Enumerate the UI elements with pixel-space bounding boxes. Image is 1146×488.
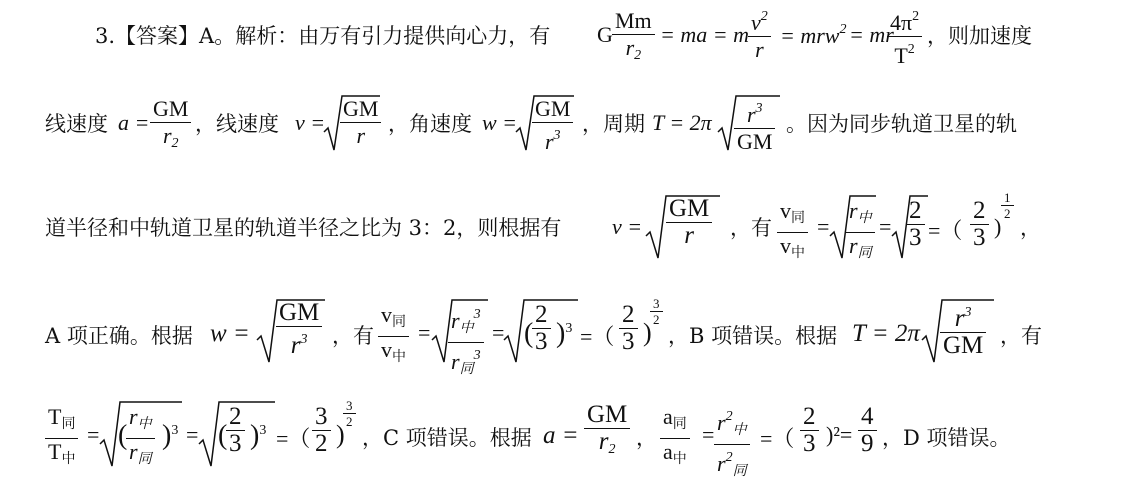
fraction-GM-over-r3	[532, 96, 573, 155]
equals-sign: =	[879, 214, 892, 239]
line-2-text-b: ，线速度	[195, 112, 279, 136]
line-1-text-tail: ，则加速度	[927, 24, 1032, 48]
exponent-three-halves	[650, 296, 663, 327]
fraction-numerator: GM	[150, 96, 191, 123]
fraction-denominator: $r_2$	[162, 123, 179, 151]
line-4-text-b: ，有	[332, 324, 374, 348]
fraction-GM-over-r2	[584, 402, 630, 463]
fraction-numerator: $r^3$	[734, 96, 775, 129]
fraction-3-over-2	[312, 404, 331, 457]
fraction-denominator: 3	[535, 328, 548, 355]
paren-close-squared-equals: )²=	[826, 422, 853, 447]
fraction-denominator: $v_中$	[780, 233, 805, 261]
fraction-denominator: $r_同^3$	[451, 348, 481, 377]
fraction-denominator: r	[755, 37, 764, 62]
equals-sign: =	[87, 422, 100, 447]
equals-paren-open: =（	[580, 324, 615, 349]
fraction-denominator: $r_2$	[625, 35, 642, 63]
fraction-r3-over-GM	[940, 300, 986, 359]
line-2-text-d: ，周期	[582, 112, 645, 136]
line-3-text-b: ，有	[730, 216, 772, 240]
fraction-denominator: 2	[346, 414, 353, 429]
fraction-denominator: $r^2_同$	[717, 450, 747, 479]
fraction-Mm-over-r2	[612, 8, 655, 69]
fraction-denominator: $v_中$	[381, 337, 406, 365]
equals-sign: =	[186, 422, 199, 447]
line-5-text-a: ，C 项错误。根据	[362, 426, 532, 450]
gravitation-constant: G	[597, 22, 613, 47]
fraction-numerator: $v_同$	[777, 198, 808, 233]
fraction-r2-mid-over-r2-sync	[714, 404, 750, 485]
fraction-denominator: 3	[622, 328, 635, 355]
period-lhs: T = 2π	[652, 110, 712, 135]
fraction-numerator: $r_中^3$	[448, 302, 484, 343]
fraction-denominator: $T^2$	[894, 42, 915, 68]
fraction-denominator: 2	[1004, 206, 1011, 221]
fraction-numerator: 2	[226, 404, 245, 431]
paren-open: (	[218, 420, 228, 451]
fraction-2-over-3	[800, 404, 819, 457]
fraction-2-over-3	[226, 404, 245, 457]
period-lhs: T = 2π	[852, 320, 920, 347]
fraction-numerator: $r_中$	[126, 404, 155, 439]
fraction-numerator: Mm	[612, 8, 655, 35]
fraction-denominator: 2	[653, 312, 660, 327]
exponent-one-half	[1001, 190, 1014, 221]
equation-centripetal-ma: = ma = m	[660, 22, 749, 47]
fraction-denominator: 9	[861, 430, 874, 457]
equals-paren-open: =（	[928, 218, 963, 243]
fraction-denominator: $r_同$	[849, 233, 872, 261]
fraction-numerator: 2	[970, 198, 989, 225]
fraction-v-sync-over-v-mid	[777, 198, 808, 267]
fraction-numerator: 1	[1001, 190, 1014, 206]
fraction-numerator: 2	[532, 302, 551, 329]
fraction-numerator: 3	[343, 398, 356, 414]
fraction-numerator: GM	[666, 196, 712, 223]
fraction-numerator: 3	[650, 296, 663, 312]
line-3-text-c: ，	[1020, 216, 1041, 240]
fraction-2-over-3	[532, 302, 551, 355]
equals-sign: =	[817, 214, 830, 239]
fraction-GM-over-r2	[150, 96, 191, 157]
fraction-GM-over-r	[666, 196, 712, 249]
fraction-denominator: 3	[229, 430, 242, 457]
equation-mr: = mr	[849, 22, 894, 47]
fraction-denominator: $r_2$	[598, 428, 616, 457]
line-4-text-c: ，B 项错误。根据	[668, 324, 838, 348]
fraction-numerator: 2	[906, 198, 925, 225]
fraction-denominator: r	[684, 222, 695, 249]
paren-close: )	[994, 214, 1002, 239]
fraction-numerator: GM	[340, 96, 381, 123]
paren-close-cubed: )$^3$	[250, 420, 267, 451]
fraction-numerator: 4	[858, 404, 877, 431]
paren-close-cubed: )$^3$	[162, 420, 179, 451]
fraction-numerator: $a_同$	[660, 404, 690, 439]
fraction-a-sync-over-a-mid	[660, 404, 690, 473]
line-2-text-e: 。因为同步轨道卫星的轨	[786, 112, 1017, 136]
fraction-r-mid-over-r-sync	[846, 198, 875, 267]
fraction-4pi2-over-T2	[887, 4, 922, 69]
fraction-numerator: $4\pi^2$	[887, 4, 922, 37]
line-4-text-a: A 项正确。根据	[45, 324, 193, 348]
equals-sign: =	[702, 422, 715, 447]
paren-close-cubed: )$^3$	[556, 318, 573, 349]
velocity-lhs: v =	[612, 214, 643, 239]
line-5-text-b: ，	[636, 426, 657, 450]
line-2-text-a: 线速度	[45, 112, 108, 136]
fraction-denominator: $r^3$	[544, 128, 561, 154]
fraction-GM-over-r	[340, 96, 381, 149]
fraction-numerator: 3	[312, 404, 331, 431]
exponent-three-halves	[343, 398, 356, 429]
fraction-T-sync-over-T-mid	[45, 404, 78, 473]
fraction-numerator: $T_同$	[45, 404, 78, 439]
fraction-numerator: 2	[619, 302, 638, 329]
line-3-text-a: 道半径和中轨道卫星的轨道半径之比为 3：2，则根据有	[45, 216, 562, 240]
fraction-numerator: $v^2$	[748, 4, 771, 37]
fraction-denominator: 3	[909, 224, 922, 251]
fraction-r3-mid-over-r3-sync	[448, 302, 484, 383]
fraction-numerator: GM	[532, 96, 573, 123]
fraction-numerator: GM	[276, 300, 322, 327]
paren-open: (	[524, 318, 534, 349]
line-4-text-d: ，有	[1000, 324, 1042, 348]
fraction-denominator: 3	[973, 224, 986, 251]
fraction-numerator: $r^2_中$	[714, 404, 750, 445]
fraction-denominator: $T_中$	[48, 439, 76, 467]
acceleration-lhs: a =	[543, 422, 579, 449]
paren-close: )	[336, 420, 345, 449]
fraction-numerator: $r_中$	[846, 198, 875, 233]
acceleration-lhs: a =	[118, 110, 150, 135]
fraction-GM-over-r3	[276, 300, 322, 359]
fraction-denominator: 3	[803, 430, 816, 457]
angular-velocity-lhs: w =	[482, 110, 518, 135]
equation-mrw2: = mrw$^2$	[780, 22, 847, 48]
fraction-r-mid-over-r-sync	[126, 404, 155, 473]
fraction-denominator: 2	[315, 430, 328, 457]
fraction-denominator: GM	[737, 129, 773, 154]
fraction-2-over-3	[970, 198, 989, 251]
angular-velocity-lhs: w =	[210, 320, 250, 347]
fraction-denominator: r	[356, 123, 365, 148]
fraction-2-over-3	[906, 198, 925, 251]
fraction-r3-over-GM	[734, 96, 775, 155]
fraction-numerator: GM	[584, 402, 630, 429]
fraction-denominator: $r_同$	[129, 439, 152, 467]
equals-paren-open: =（	[760, 426, 795, 451]
line-1-text-intro: 3.【答案】A。解析：由万有引力提供向心力，有	[95, 24, 551, 48]
fraction-denominator: $a_中$	[663, 439, 687, 467]
fraction-denominator: GM	[943, 332, 984, 359]
equals-sign: =	[418, 320, 431, 345]
equals-paren-open: =（	[276, 426, 311, 451]
paren-open: (	[118, 420, 128, 451]
paren-close: )	[643, 318, 652, 347]
fraction-v-sync-over-v-mid	[378, 302, 409, 371]
fraction-denominator: $r^3$	[290, 332, 308, 359]
line-2-text-c: ，角速度	[388, 112, 472, 136]
fraction-4-over-9	[858, 404, 877, 457]
fraction-v2-over-r	[748, 4, 771, 63]
fraction-numerator: $v_同$	[378, 302, 409, 337]
fraction-numerator: $r^3$	[940, 300, 986, 333]
fraction-2-over-3	[619, 302, 638, 355]
equals-sign: =	[492, 320, 505, 345]
velocity-lhs: v =	[295, 110, 326, 135]
fraction-numerator: 2	[800, 404, 819, 431]
line-5-text-c: ，D 项错误。	[882, 426, 1011, 450]
